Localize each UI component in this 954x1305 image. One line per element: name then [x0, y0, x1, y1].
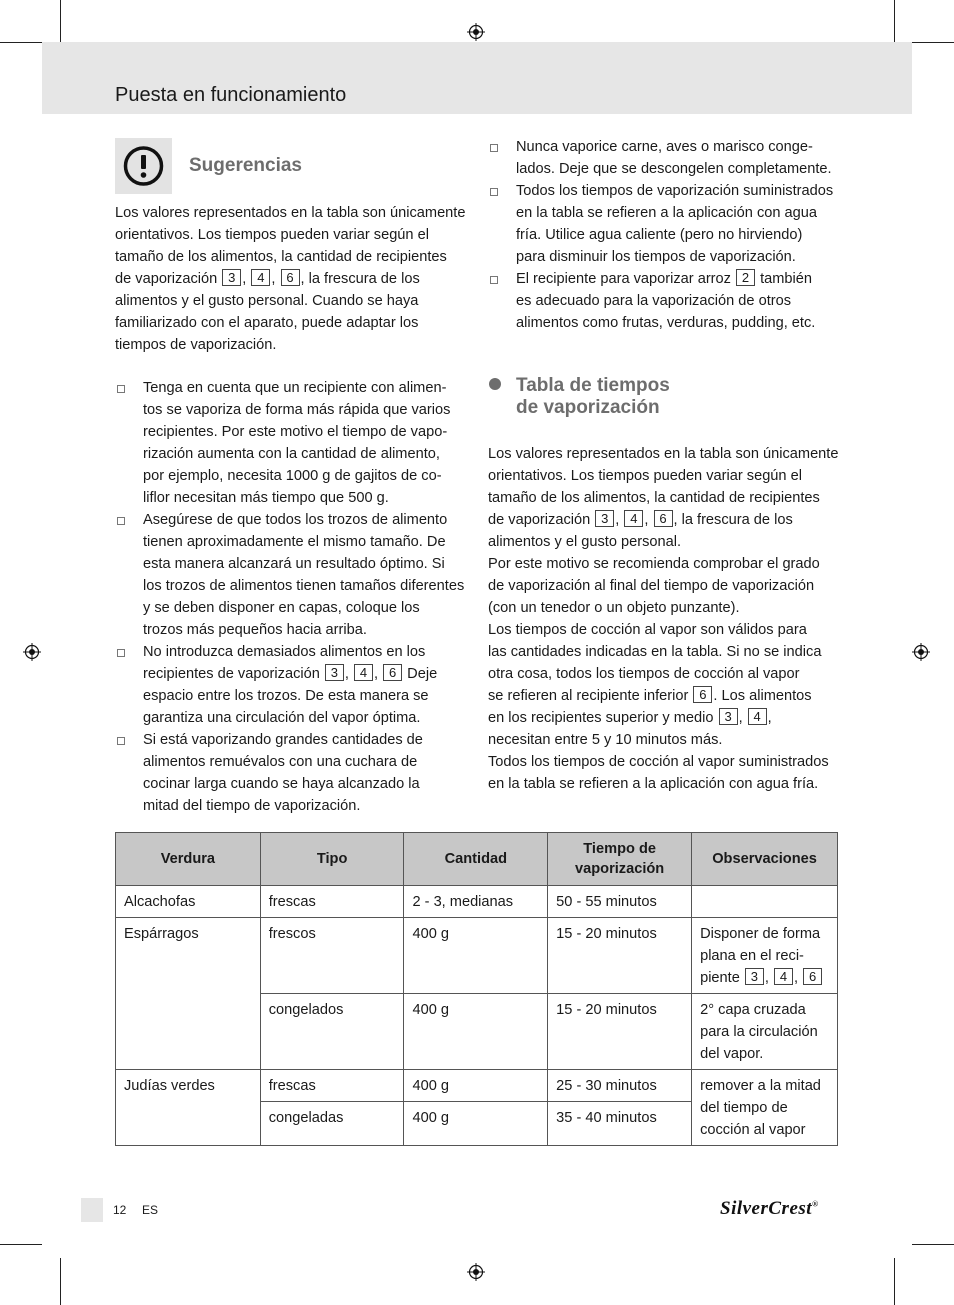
cell-cantidad: 400 g [404, 1070, 548, 1102]
cell-cantidad: 2 - 3, medianas [404, 886, 548, 918]
registration-mark-icon [23, 643, 41, 661]
cell-tipo: frescas [260, 1070, 404, 1102]
cell-observaciones [692, 994, 838, 1070]
crop-mark [912, 1244, 954, 1245]
text-line: Nunca vaporice carne, aves o marisco conge- [516, 139, 813, 155]
table-row [116, 918, 838, 994]
text-line: alimentos y el gusto personal. [488, 534, 682, 550]
text-segment: , la frescura de los [300, 271, 420, 287]
text-segment: también [756, 271, 812, 287]
text-line: rización aumenta con la cantidad de alimento, [143, 446, 440, 462]
section-heading-tabla [516, 375, 670, 419]
cell-cantidad: 400 g [404, 918, 548, 994]
text-segment: , [764, 970, 774, 986]
text-line: alimentos como frutas, verduras, pudding, etc. [516, 315, 816, 331]
part-number-box: 2 [736, 269, 755, 286]
text-line: las cantidades indicadas en la tabla. Si no se indica [488, 644, 822, 660]
square-bullet-icon [490, 188, 498, 196]
registration-mark-icon [912, 643, 930, 661]
brand-registered-mark: ® [812, 1199, 819, 1209]
text-segment: en los recipientes superior y medio [488, 710, 718, 726]
bullet-item [115, 509, 475, 641]
text-line: del tiempo de [700, 1100, 788, 1116]
text-line: mitad del tiempo de vaporización. [143, 798, 361, 814]
bullet-item [115, 729, 475, 817]
part-number-box: 4 [748, 708, 767, 725]
part-number-box: 6 [281, 269, 300, 286]
cell-tipo: congelados [260, 994, 404, 1070]
cell-observaciones [692, 1070, 838, 1146]
exclamation-circle-icon [115, 138, 172, 194]
text-line: en la tabla se refieren a la aplicación con agua [516, 205, 817, 221]
square-bullet-icon [117, 517, 125, 525]
cell-tipo: frescas [260, 886, 404, 918]
part-number-box: 6 [383, 664, 402, 681]
table-header-row [116, 833, 838, 886]
text-line: Si está vaporizando grandes cantidades de [143, 732, 423, 748]
square-bullet-icon [117, 649, 125, 657]
text-line: y se deben disponer en capas, coloque los [143, 600, 420, 616]
cell-observaciones [692, 886, 838, 918]
square-bullet-icon [490, 144, 498, 152]
cell-cantidad: 400 g [404, 1102, 548, 1146]
heading-line: Tabla de tiempos [516, 375, 670, 396]
cell-tipo: frescos [260, 918, 404, 994]
page-title: Puesta en funcionamiento [115, 84, 347, 106]
text-segment: de vaporización [488, 512, 595, 528]
bullet-dot-icon [489, 378, 501, 390]
brand-logo [720, 1198, 819, 1220]
language-code: ES [142, 1203, 159, 1217]
part-number-box: 6 [803, 968, 822, 985]
text-segment: se refieren al recipiente inferior [488, 688, 693, 704]
text-segment: piente [700, 970, 744, 986]
text-line: orientativos. Los tiempos pueden variar según el [488, 468, 802, 484]
text-line: Tenga en cuenta que un recipiente con alimen- [143, 380, 447, 396]
text-segment: , [271, 271, 280, 287]
bullet-item [488, 136, 848, 180]
crop-mark [912, 42, 954, 43]
part-number-box: 3 [325, 664, 344, 681]
column-header-label: Tiempo de vaporización [575, 841, 665, 877]
crop-mark [894, 0, 895, 48]
warning-box [115, 138, 172, 194]
text-line: Los valores representados en la tabla son únicamente [115, 205, 466, 221]
text-line: tos se vaporiza de forma más rápida que varios [143, 402, 451, 418]
text-line: liflor necesitan más tiempo que 500 g. [143, 490, 389, 506]
page-number: 12 [113, 1203, 127, 1217]
text-line: del vapor. [700, 1046, 764, 1062]
cell-verdura: Espárragos [116, 918, 261, 1070]
text-line: los trozos de alimentos tienen tamaños diferentes [143, 578, 465, 594]
column-header: Cantidad [404, 833, 548, 886]
part-number-box: 4 [774, 968, 793, 985]
bullet-item [488, 268, 848, 334]
column-header [548, 833, 692, 886]
steaming-times-table [115, 832, 838, 1146]
cell-verdura: Judías verdes [116, 1070, 261, 1146]
text-line: para la circulación [700, 1024, 818, 1040]
text-line: Disponer de forma [700, 926, 821, 942]
text-segment: , la frescura de los [673, 512, 793, 528]
crop-mark [0, 42, 42, 43]
registration-mark-icon [467, 1263, 485, 1281]
text-segment: . Los alimentos [713, 688, 812, 704]
text-line: esta manera alcanzará un resultado óptimo. Si [143, 556, 445, 572]
text-line: para disminuir los tiempos de vaporización. [516, 249, 796, 265]
text-line: necesitan entre 5 y 10 minutos más. [488, 732, 723, 748]
square-bullet-icon [490, 276, 498, 284]
text-line: fría. Utilice agua caliente (pero no hirviendo) [516, 227, 803, 243]
text-line: alimentos y el gusto personal. Cuando se haya [115, 293, 419, 309]
part-number-box: 3 [719, 708, 738, 725]
text-segment: , [374, 666, 383, 682]
part-number-box: 4 [251, 269, 270, 286]
text-segment: , [794, 970, 803, 986]
text-segment: recipientes de vaporización [143, 666, 324, 682]
text-segment: , [242, 271, 251, 287]
text-line: orientativos. Los tiempos pueden variar según el [115, 227, 429, 243]
table-row [116, 886, 838, 918]
text-line: familiarizado con el aparato, puede adaptar los [115, 315, 419, 331]
text-line: espacio entre los trozos. De esta manera se [143, 688, 429, 704]
square-bullet-icon [117, 385, 125, 393]
brand-name: SilverCrest [720, 1198, 813, 1219]
text-line: Todos los tiempos de vaporización suministrados [516, 183, 834, 199]
text-segment: , [644, 512, 653, 528]
text-line: garantiza una circulación del vapor óptima. [143, 710, 421, 726]
part-number-box: 6 [693, 686, 712, 703]
column-header: Observaciones [692, 833, 838, 886]
text-line: recipientes. Por este motivo el tiempo de vapo- [143, 424, 448, 440]
text-line: tamaño de los alimentos, la cantidad de recipientes [115, 249, 447, 265]
left-intro [115, 202, 475, 356]
text-line: Los valores representados en la tabla son únicamente [488, 446, 839, 462]
bullet-item [115, 641, 475, 729]
part-number-box: 3 [745, 968, 764, 985]
paragraph [115, 202, 475, 356]
text-segment: , [615, 512, 624, 528]
text-segment: El recipiente para vaporizar arroz [516, 271, 736, 287]
text-line: Todos los tiempos de cocción al vapor suministrados [488, 754, 829, 770]
text-line: cocción al vapor [700, 1122, 806, 1138]
crop-mark [60, 1258, 61, 1305]
part-number-box: 4 [624, 510, 643, 527]
footer-tab [81, 1198, 103, 1222]
section-heading-sugerencias: Sugerencias [189, 155, 302, 176]
text-segment: de vaporización [115, 271, 222, 287]
part-number-box: 6 [654, 510, 673, 527]
text-segment: Deje [403, 666, 438, 682]
column-header: Tipo [260, 833, 404, 886]
cell-tipo: congeladas [260, 1102, 404, 1146]
text-line: cocinar larga cuando se haya alcanzado la [143, 776, 420, 792]
paragraph [488, 443, 848, 795]
text-line: Por este motivo se recomienda comprobar el grado [488, 556, 820, 572]
text-line: por ejemplo, necesita 1000 g de gajitos de co- [143, 468, 442, 484]
text-line: remover a la mitad [700, 1078, 821, 1094]
text-line: trozos más pequeños hacia arriba. [143, 622, 367, 638]
text-segment: , [767, 710, 772, 726]
bullet-item [115, 377, 475, 509]
part-number-box: 4 [354, 664, 373, 681]
table-row [116, 1070, 838, 1102]
text-line: No introduzca demasiados alimentos en los [143, 644, 426, 660]
text-line: Asegúrese de que todos los trozos de alimento [143, 512, 448, 528]
cell-tiempo: 25 - 30 minutos [548, 1070, 692, 1102]
registration-mark-icon [467, 23, 485, 41]
text-line: Los tiempos de cocción al vapor son válidos para [488, 622, 807, 638]
text-line: en la tabla se refieren a la aplicación con agua fría. [488, 776, 819, 792]
text-segment: , [738, 710, 747, 726]
text-line: (con un tenedor o un objeto punzante). [488, 600, 740, 616]
text-line: lados. Deje que se descongelen completamente. [516, 161, 832, 177]
cell-tiempo: 15 - 20 minutos [548, 918, 692, 994]
cell-verdura: Alcachofas [116, 886, 261, 918]
text-line: alimentos remuévalos con una cuchara de [143, 754, 418, 770]
text-line: tiempos de vaporización. [115, 337, 277, 353]
square-bullet-icon [117, 737, 125, 745]
cell-tiempo: 35 - 40 minutos [548, 1102, 692, 1146]
text-line: tienen aproximadamente el mismo tamaño. De [143, 534, 446, 550]
bullet-item [488, 180, 848, 268]
text-line: es adecuado para la vaporización de otros [516, 293, 792, 309]
left-bullet-list [115, 377, 475, 817]
crop-mark [894, 1258, 895, 1305]
crop-mark [60, 0, 61, 48]
right-body [488, 443, 848, 795]
text-line: tamaño de los alimentos, la cantidad de recipientes [488, 490, 820, 506]
text-line: otra cosa, todos los tiempos de cocción al vapor [488, 666, 800, 682]
text-segment: , [344, 666, 354, 682]
right-bullet-list [488, 136, 848, 334]
text-line: de vaporización al final del tiempo de vaporización [488, 578, 815, 594]
column-header: Verdura [116, 833, 261, 886]
part-number-box: 3 [222, 269, 241, 286]
cell-observaciones [692, 918, 838, 994]
text-line: 2° capa cruzada [700, 1002, 806, 1018]
cell-tiempo: 50 - 55 minutos [548, 886, 692, 918]
crop-mark [0, 1244, 42, 1245]
part-number-box: 3 [595, 510, 614, 527]
text-line: plana en el reci- [700, 948, 804, 964]
heading-line: de vaporización [516, 397, 660, 418]
cell-tiempo: 15 - 20 minutos [548, 994, 692, 1070]
cell-cantidad: 400 g [404, 994, 548, 1070]
